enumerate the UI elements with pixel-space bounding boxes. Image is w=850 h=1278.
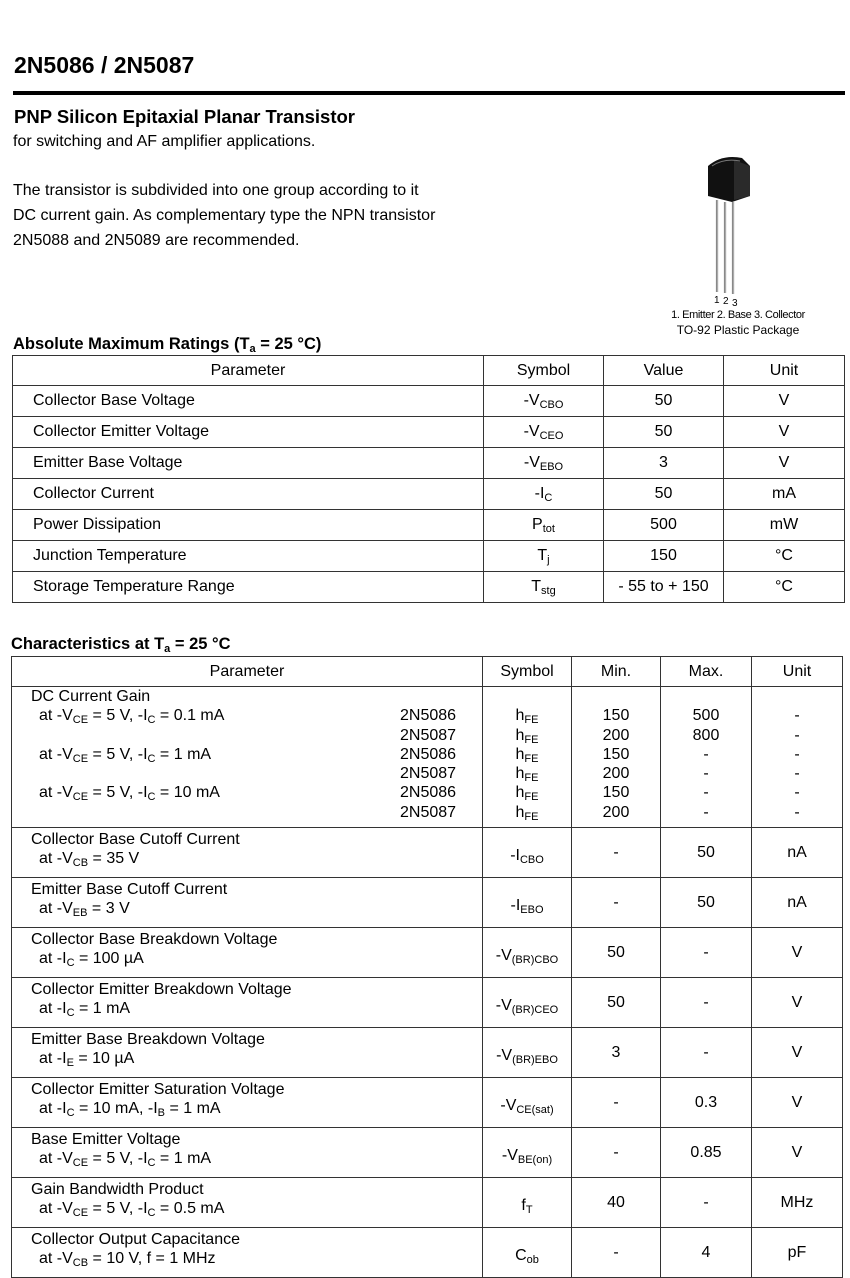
device-label: 2N5087 (400, 803, 457, 821)
pin-number: 2 (723, 296, 729, 307)
max-cell (661, 687, 752, 828)
to92-package-image (700, 152, 770, 307)
table-row (12, 878, 843, 928)
unit-cell: MHz (752, 1178, 843, 1228)
param-cell: Collector Emitter Voltage (13, 417, 484, 448)
param-cell: Storage Temperature Range (13, 572, 484, 603)
max-stack: 500 800 - - - - (692, 707, 720, 821)
param-cell (12, 687, 483, 828)
param-name: DC Current Gain (31, 688, 151, 705)
transistor-leads (717, 200, 733, 294)
table-row (12, 1028, 843, 1078)
table-row (13, 386, 845, 417)
table-header-row (13, 356, 845, 386)
max-cell: 50 (661, 878, 752, 928)
abs-max-title: Absolute Maximum Ratings ($T_a = 25$ °C) (13, 335, 322, 355)
transistor-leads-shade (718, 200, 734, 294)
param-cell: Collector Emitter Breakdown Voltage at $-I_C = 1$ mA (12, 978, 483, 1028)
unit-stack: - - - - - - (794, 707, 800, 821)
min-cell: 3 (572, 1028, 661, 1078)
unit-cell (752, 687, 843, 828)
min-cell: - (572, 1078, 661, 1128)
unit-cell: mW (724, 510, 845, 541)
value-cell: 50 (604, 417, 724, 448)
max-cell: 0.85 (661, 1128, 752, 1178)
min-cell: - (572, 1228, 661, 1278)
table-row (12, 1228, 843, 1278)
max-cell: 0.3 (661, 1078, 752, 1128)
symbol-cell: $-V_{(BR)CEO}$ (483, 978, 572, 1028)
condition-text: at $-V_{CB} = 35$ V (39, 850, 140, 869)
param-cell: Emitter Base Breakdown Voltage at $-I_E = 10$ µA (12, 1028, 483, 1078)
table-row (12, 1178, 843, 1228)
condition-text: at $-V_{CE} = 5$ V, $-I_C = 0.5$ mA (39, 1200, 225, 1219)
symbol-cell: $-I_C$ (484, 479, 604, 510)
max-cell: - (661, 1028, 752, 1078)
condition-text: at $-I_C = 10$ mA, $-I_B = 1$ mA (39, 1100, 221, 1119)
table-row-dc-gain (12, 687, 843, 828)
column-header: Min. (572, 657, 661, 687)
table-row (13, 541, 845, 572)
symbol-cell: $-V_{CE(sat)}$ (483, 1078, 572, 1128)
condition-text: at $-V_{CE} = 5$ V, $-I_C = 1$ mA (39, 1150, 212, 1169)
symbol-cell: $T_j$ (484, 541, 604, 572)
unit-cell: V (752, 1078, 843, 1128)
description-text: The transistor is subdivided into one group according to it DC current gain. As complementary type the NPN transistor 2N5088 and 2N5089 are recommended. (13, 182, 436, 249)
column-header: Unit (724, 356, 845, 386)
unit-cell: V (752, 1028, 843, 1078)
table-row (13, 417, 845, 448)
min-cell: 40 (572, 1178, 661, 1228)
param-cell: Power Dissipation (13, 510, 484, 541)
unit-cell: mA (724, 479, 845, 510)
transistor-body (708, 157, 750, 202)
unit-cell: V (724, 386, 845, 417)
device-label: 2N5086 (400, 784, 457, 802)
param-cell: Emitter Base Cutoff Current at $-V_{EB} = 3$ V (12, 878, 483, 928)
max-cell: - (661, 978, 752, 1028)
condition-text: at $-I_E = 10$ µA (39, 1050, 135, 1069)
condition-text: at $-V_{EB} = 3$ V (39, 900, 130, 919)
characteristics-table (11, 656, 843, 1278)
value-cell: 3 (604, 448, 724, 479)
column-header: Parameter (12, 657, 483, 687)
unit-cell: V (724, 417, 845, 448)
symbol-cell: $-I_{CBO}$ (483, 828, 572, 878)
max-cell: 50 (661, 828, 752, 878)
table-header-row (12, 657, 843, 687)
pin-number: 1 (714, 295, 720, 306)
column-header: Symbol (484, 356, 604, 386)
symbol-cell: $-V_{CEO}$ (484, 417, 604, 448)
table-row (12, 1078, 843, 1128)
symbol-cell: $-V_{(BR)CBO}$ (483, 928, 572, 978)
max-cell: - (661, 1178, 752, 1228)
min-cell: - (572, 878, 661, 928)
table-row (12, 828, 843, 878)
param-cell: Collector Current (13, 479, 484, 510)
characteristics-title: Characteristics at $T_a = 25$ °C (11, 635, 231, 655)
param-cell: Emitter Base Voltage (13, 448, 484, 479)
min-cell (572, 687, 661, 828)
title-rule (13, 91, 845, 95)
unit-cell: pF (752, 1228, 843, 1278)
application-text: for switching and AF amplifier applications. (13, 133, 316, 150)
min-cell: - (572, 828, 661, 878)
pin-number: 3 (732, 298, 738, 307)
value-cell: 50 (604, 479, 724, 510)
value-cell: 150 (604, 541, 724, 572)
param-cell: Collector Base Breakdown Voltage at $-I_C = 100$ µA (12, 928, 483, 978)
unit-cell: V (752, 928, 843, 978)
column-header: Max. (661, 657, 752, 687)
unit-cell: nA (752, 878, 843, 928)
device-label: 2N5086 (400, 745, 457, 763)
device-label: 2N5086 (400, 707, 457, 725)
min-cell: - (572, 1128, 661, 1178)
table-row (13, 572, 845, 603)
symbol-cell: $P_{tot}$ (484, 510, 604, 541)
device-label: 2N5087 (400, 726, 457, 744)
symbol-cell: $-V_{(BR)EBO}$ (483, 1028, 572, 1078)
table-row (12, 928, 843, 978)
max-cell: - (661, 928, 752, 978)
symbol-cell: $-V_{EBO}$ (484, 448, 604, 479)
min-stack: 150 200 150 200 150 200 (602, 707, 630, 821)
column-header: Symbol (483, 657, 572, 687)
column-header: Value (604, 356, 724, 386)
table-row (13, 510, 845, 541)
param-cell: Collector Base Cutoff Current at $-V_{CB} = 35$ V (12, 828, 483, 878)
symbol-cell: $-I_{EBO}$ (483, 878, 572, 928)
device-label: 2N5087 (400, 765, 457, 783)
table-row (13, 448, 845, 479)
table-row (13, 479, 845, 510)
package-name: TO-92 Plastic Package (676, 323, 800, 337)
value-cell: 50 (604, 386, 724, 417)
condition-text: at $-V_{CE} = 5$ V, $-I_C = 1$ mA (39, 745, 212, 765)
unit-cell: °C (724, 541, 845, 572)
column-header: Parameter (13, 356, 484, 386)
param-cell: Collector Emitter Saturation Voltage at $-I_C = 10$ mA, $-I_B = 1$ mA (12, 1078, 483, 1128)
unit-cell: V (752, 978, 843, 1028)
symbol-cell: $C_{ob}$ (483, 1228, 572, 1278)
min-cell: 50 (572, 928, 661, 978)
symbol-cell (483, 687, 572, 828)
param-cell: Base Emitter Voltage at $-V_{CE} = 5$ V, $-I_C = 1$ mA (12, 1128, 483, 1178)
value-cell: 500 (604, 510, 724, 541)
symbol-cell: $-V_{CBO}$ (484, 386, 604, 417)
unit-cell: V (724, 448, 845, 479)
condition-text: at $-I_C = 100$ µA (39, 950, 144, 969)
abs-max-table (12, 355, 845, 603)
condition-text: at $-V_{CE} = 5$ V, $-I_C = 10$ mA (39, 784, 220, 804)
min-cell: 50 (572, 978, 661, 1028)
param-cell: Junction Temperature (13, 541, 484, 572)
param-cell: Collector Base Voltage (13, 386, 484, 417)
table-row (12, 978, 843, 1028)
unit-cell: °C (724, 572, 845, 603)
unit-cell: nA (752, 828, 843, 878)
condition-text: at $-I_C = 1$ mA (39, 1000, 131, 1019)
condition-text: at $-V_{CE} = 5$ V, $-I_C = 0.1$ mA (39, 707, 225, 727)
page-title: 2N5086 / 2N5087 (14, 52, 195, 78)
dc-gain-conditions (31, 706, 482, 822)
symbol-cell: $-V_{BE(on)}$ (483, 1128, 572, 1178)
symbol-cell: $T_{stg}$ (484, 572, 604, 603)
symbol-stack: $h_{FE}$ $h_{FE}$ $h_{FE}$ $h_{FE}$ $h_{FE}$ $h_{FE}$ (515, 707, 539, 823)
value-cell: - 55 to + 150 (604, 572, 724, 603)
column-header: Unit (752, 657, 843, 687)
symbol-cell: $f_T$ (483, 1178, 572, 1228)
param-cell: Collector Output Capacitance at $-V_{CB} = 10$ V, f = 1 MHz (12, 1228, 483, 1278)
max-cell: 4 (661, 1228, 752, 1278)
param-cell: Gain Bandwidth Product at $-V_{CE} = 5$ V, $-I_C = 0.5$ mA (12, 1178, 483, 1228)
condition-text: at $-V_{CB} = 10$ V, f = 1 MHz (39, 1250, 216, 1269)
product-subtitle: PNP Silicon Epitaxial Planar Transistor (14, 106, 356, 127)
pin-legend: 1. Emitter 2. Base 3. Collector (671, 309, 805, 321)
unit-cell: V (752, 1128, 843, 1178)
table-row (12, 1128, 843, 1178)
